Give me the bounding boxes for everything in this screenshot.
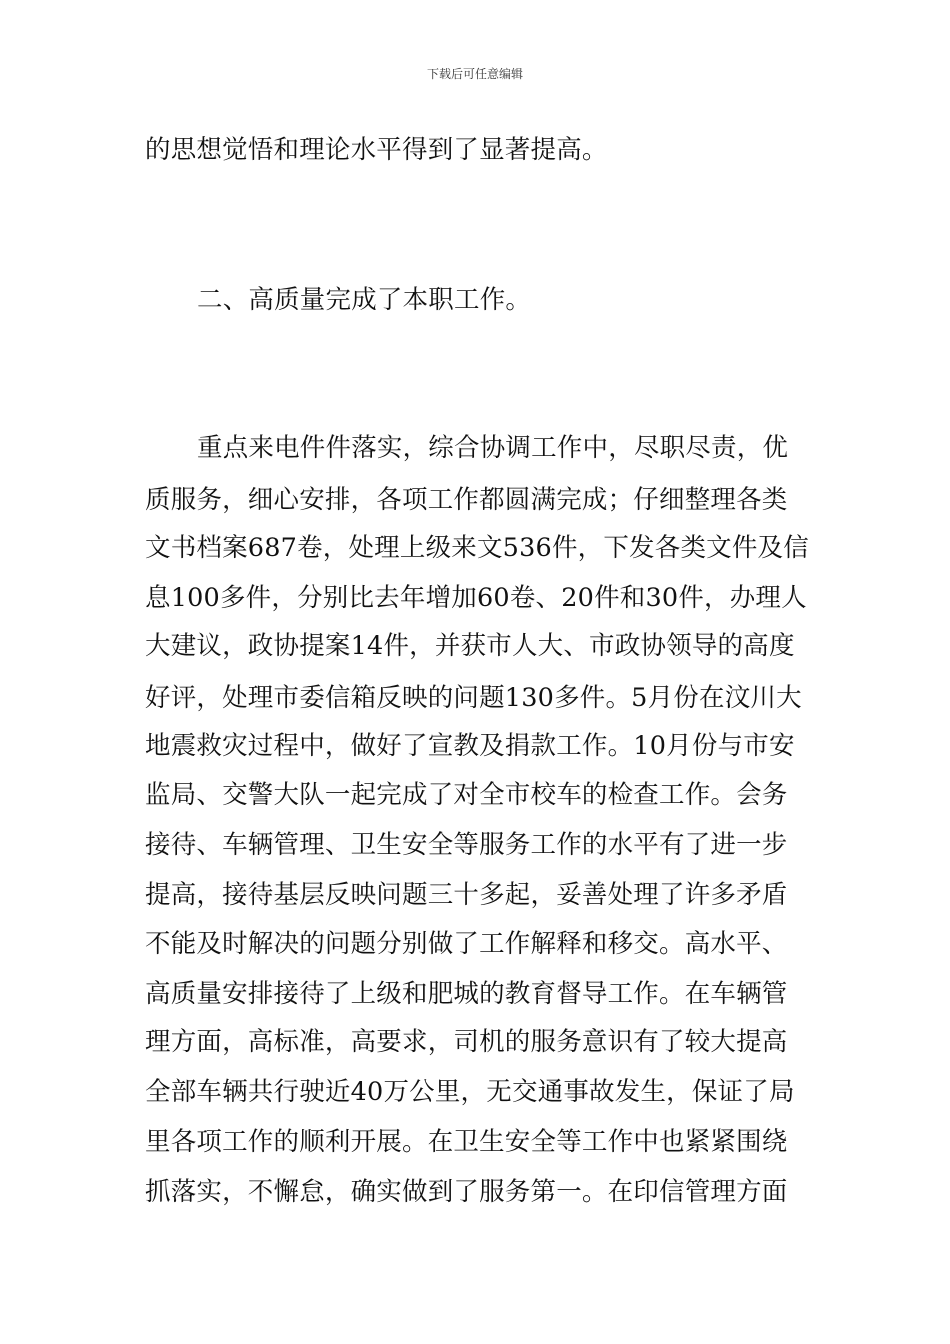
paragraph-line: 地震救灾过程中，做好了宣教及捐款工作。10月份与市安 xyxy=(145,731,795,761)
paragraph-line: 息100多件，分别比去年增加60卷、20件和30件，办理人 xyxy=(145,583,807,613)
paragraph-line: 里各项工作的顺利开展。在卫生安全等工作中也紧紧围绕 xyxy=(145,1127,788,1157)
paragraph-line: 高质量安排接待了上级和肥城的教育督导工作。在车辆管 xyxy=(145,979,788,1009)
paragraph-line: 好评，处理市委信箱反映的问题130多件。5月份在汶川大 xyxy=(145,683,802,713)
paragraph-line: 理方面，高标准，高要求，司机的服务意识有了较大提高 xyxy=(145,1027,788,1057)
paragraph-line: 文书档案687卷，处理上级来文536件，下发各类文件及信 xyxy=(145,533,809,563)
paragraph-line: 大建议，政协提案14件，并获市人大、市政协领导的高度 xyxy=(145,631,795,661)
paragraph-line: 提高，接待基层反映问题三十多起，妥善处理了许多矛盾 xyxy=(145,880,788,910)
continuation-line: 的思想觉悟和理论水平得到了显著提高。 xyxy=(145,135,608,165)
paragraph-line: 监局、交警大队一起完成了对全市校车的检查工作。会务 xyxy=(145,780,788,810)
paragraph-line: 接待、车辆管理、卫生安全等服务工作的水平有了进一步 xyxy=(145,830,788,860)
paragraph-line: 不能及时解决的问题分别做了工作解释和移交。高水平、 xyxy=(145,929,788,959)
section-heading: 二、高质量完成了本职工作。 xyxy=(197,285,532,315)
paragraph-line: 重点来电件件落实，综合协调工作中，尽职尽责，优 xyxy=(197,433,789,463)
page-header: 下载后可任意编辑 xyxy=(426,67,523,81)
paragraph-line: 全部车辆共行驶近40万公里，无交通事故发生，保证了局 xyxy=(145,1077,795,1107)
paragraph-line: 抓落实，不懈怠，确实做到了服务第一。在印信管理方面 xyxy=(145,1177,788,1207)
paragraph-line: 质服务，细心安排，各项工作都圆满完成；仔细整理各类 xyxy=(145,485,788,515)
